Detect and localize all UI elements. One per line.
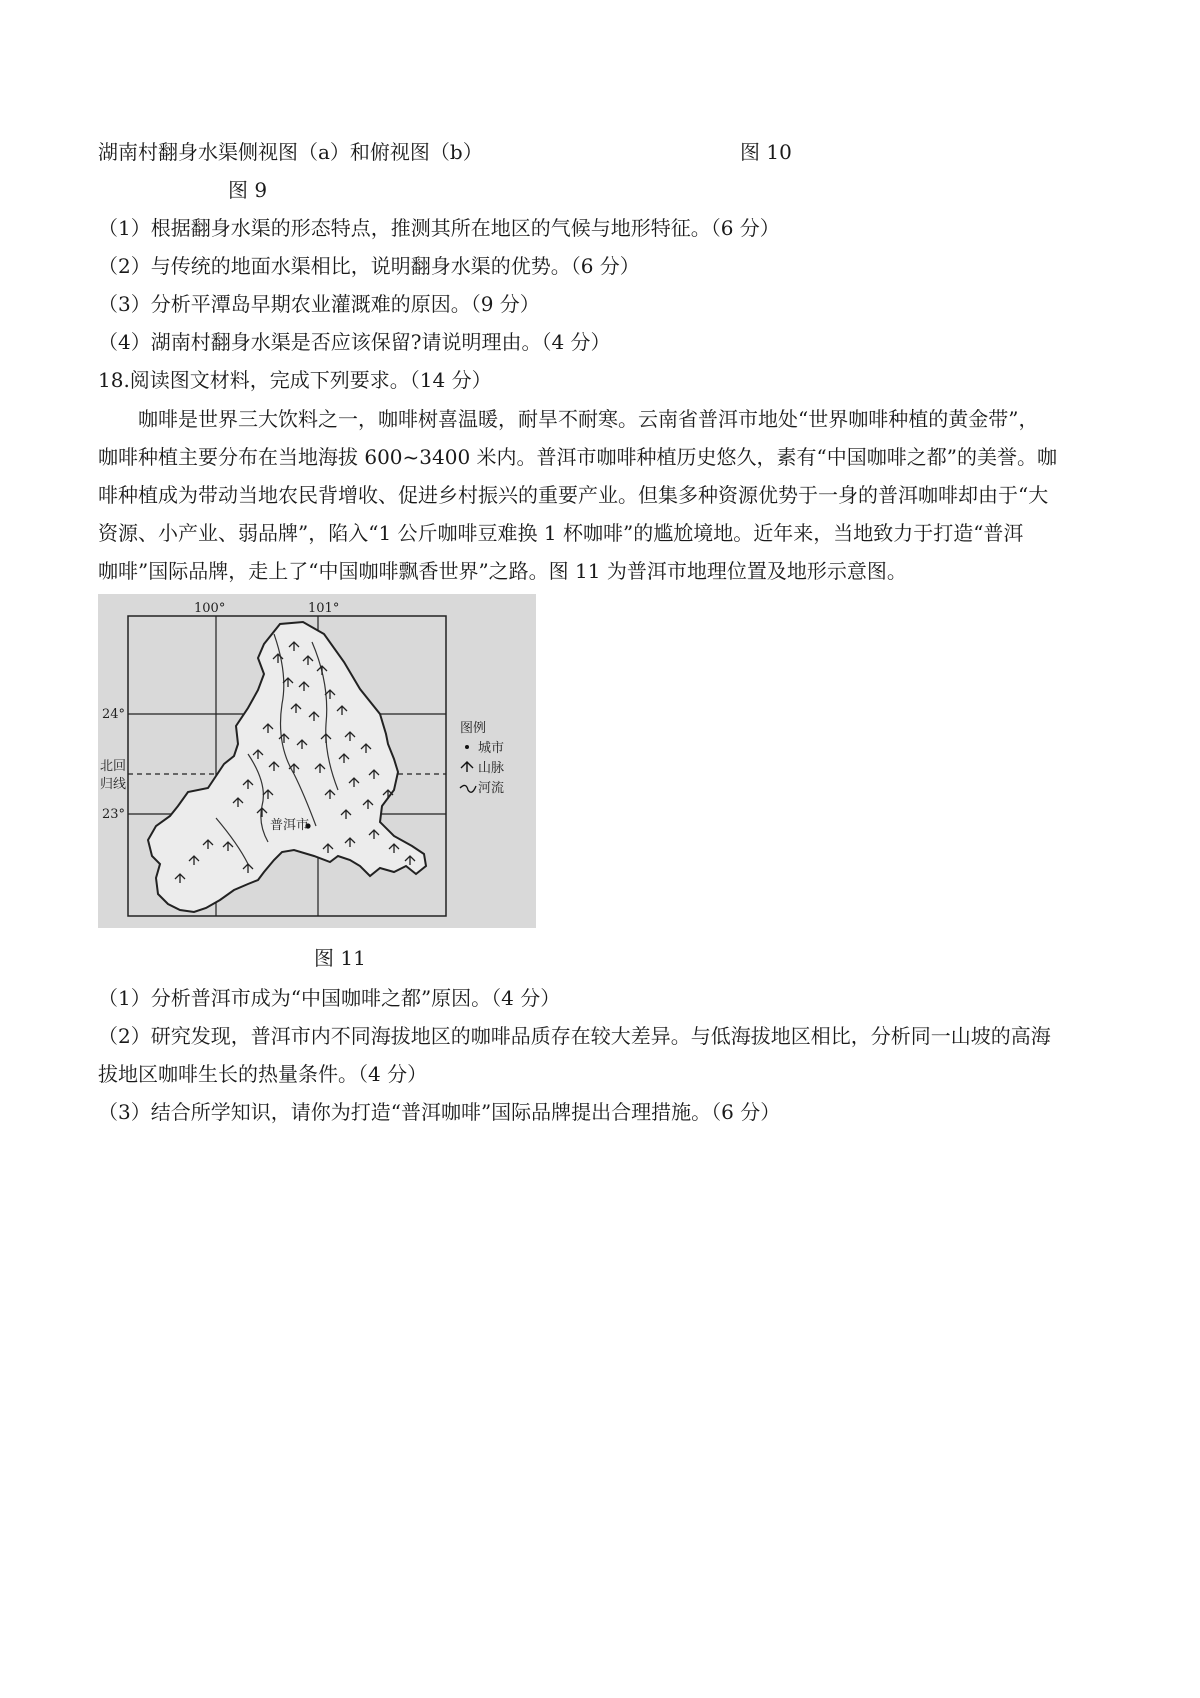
tropic-label-2: 归线: [100, 777, 127, 792]
fig11-label: 图 11: [314, 946, 366, 970]
paragraph-row: 啡种植成为带动当地农民背增收、促进乡村振兴的重要产业。但集多种资源优势于一身的普洱咖啡却由于“大: [98, 483, 1049, 507]
fig9-label: 图 9: [228, 178, 268, 202]
q18-item-2-continued: 拔地区咖啡生长的热量条件。（4 分）: [98, 1062, 428, 1086]
legend-mountain-label: 山脉: [478, 761, 505, 776]
tropic-label-1: 北回: [100, 759, 127, 774]
paragraph-row: 咖啡”国际品牌，走上了“中国咖啡飘香世界”之路。图 11 为普洱市地理位置及地形示意图。: [98, 559, 907, 583]
q18-item-3: （3）结合所学知识，请你为打造“普洱咖啡”国际品牌提出合理措施。（6 分）: [98, 1100, 781, 1124]
lat-24-label: 24°: [102, 707, 126, 722]
legend-title: 图例: [460, 721, 487, 736]
q17-item-1: （1）根据翻身水渠的形态特点，推测其所在地区的气候与地形特征。（6 分）: [98, 216, 780, 240]
q18-item-1: （1）分析普洱市成为“中国咖啡之都”原因。（4 分）: [98, 986, 561, 1010]
fig9-caption: 湖南村翻身水渠侧视图（a）和俯视图（b）: [98, 140, 483, 164]
q18-material-paragraph: [98, 400, 1110, 590]
lon-101-label: 101°: [308, 601, 340, 616]
legend-river-label: 河流: [478, 781, 505, 796]
puer-map-svg: [98, 594, 536, 928]
lon-100-label: 100°: [194, 601, 226, 616]
lat-23-label: 23°: [102, 807, 126, 822]
fig10-label: 图 10: [740, 140, 792, 164]
q18-heading: 18.阅读图文材料，完成下列要求。（14 分）: [98, 368, 492, 392]
q17-item-2: （2）与传统的地面水渠相比，说明翻身水渠的优势。（6 分）: [98, 254, 640, 278]
q17-item-3: （3）分析平潭岛早期农业灌溉难的原因。（9 分）: [98, 292, 540, 316]
paragraph-row: 资源、小产业、弱品牌”，陷入“1 公斤咖啡豆难换 1 杯咖啡”的尴尬境地。近年来，当地致力于打造“普洱: [98, 521, 1024, 545]
legend-city-dot: [465, 745, 469, 749]
q17-item-4: （4）湖南村翻身水渠是否应该保留?请说明理由。（4 分）: [98, 330, 611, 354]
puer-city-label: 普洱市: [270, 818, 310, 833]
paragraph-row: 咖啡是世界三大饮料之一，咖啡树喜温暖，耐旱不耐寒。云南省普洱市地处“世界咖啡种植的黄金带”，: [98, 407, 1039, 431]
legend-city-label: 城市: [478, 741, 505, 756]
paragraph-row: 咖啡种植主要分布在当地海拔 600~3400 米内。普洱市咖啡种植历史悠久，素有“中国咖啡之都”的美誉。咖: [98, 445, 1057, 469]
puer-map-figure: [98, 594, 536, 928]
q18-item-2: （2）研究发现，普洱市内不同海拔地区的咖啡品质存在较大差异。与低海拔地区相比，分析同一山坡的高海: [98, 1024, 1051, 1048]
